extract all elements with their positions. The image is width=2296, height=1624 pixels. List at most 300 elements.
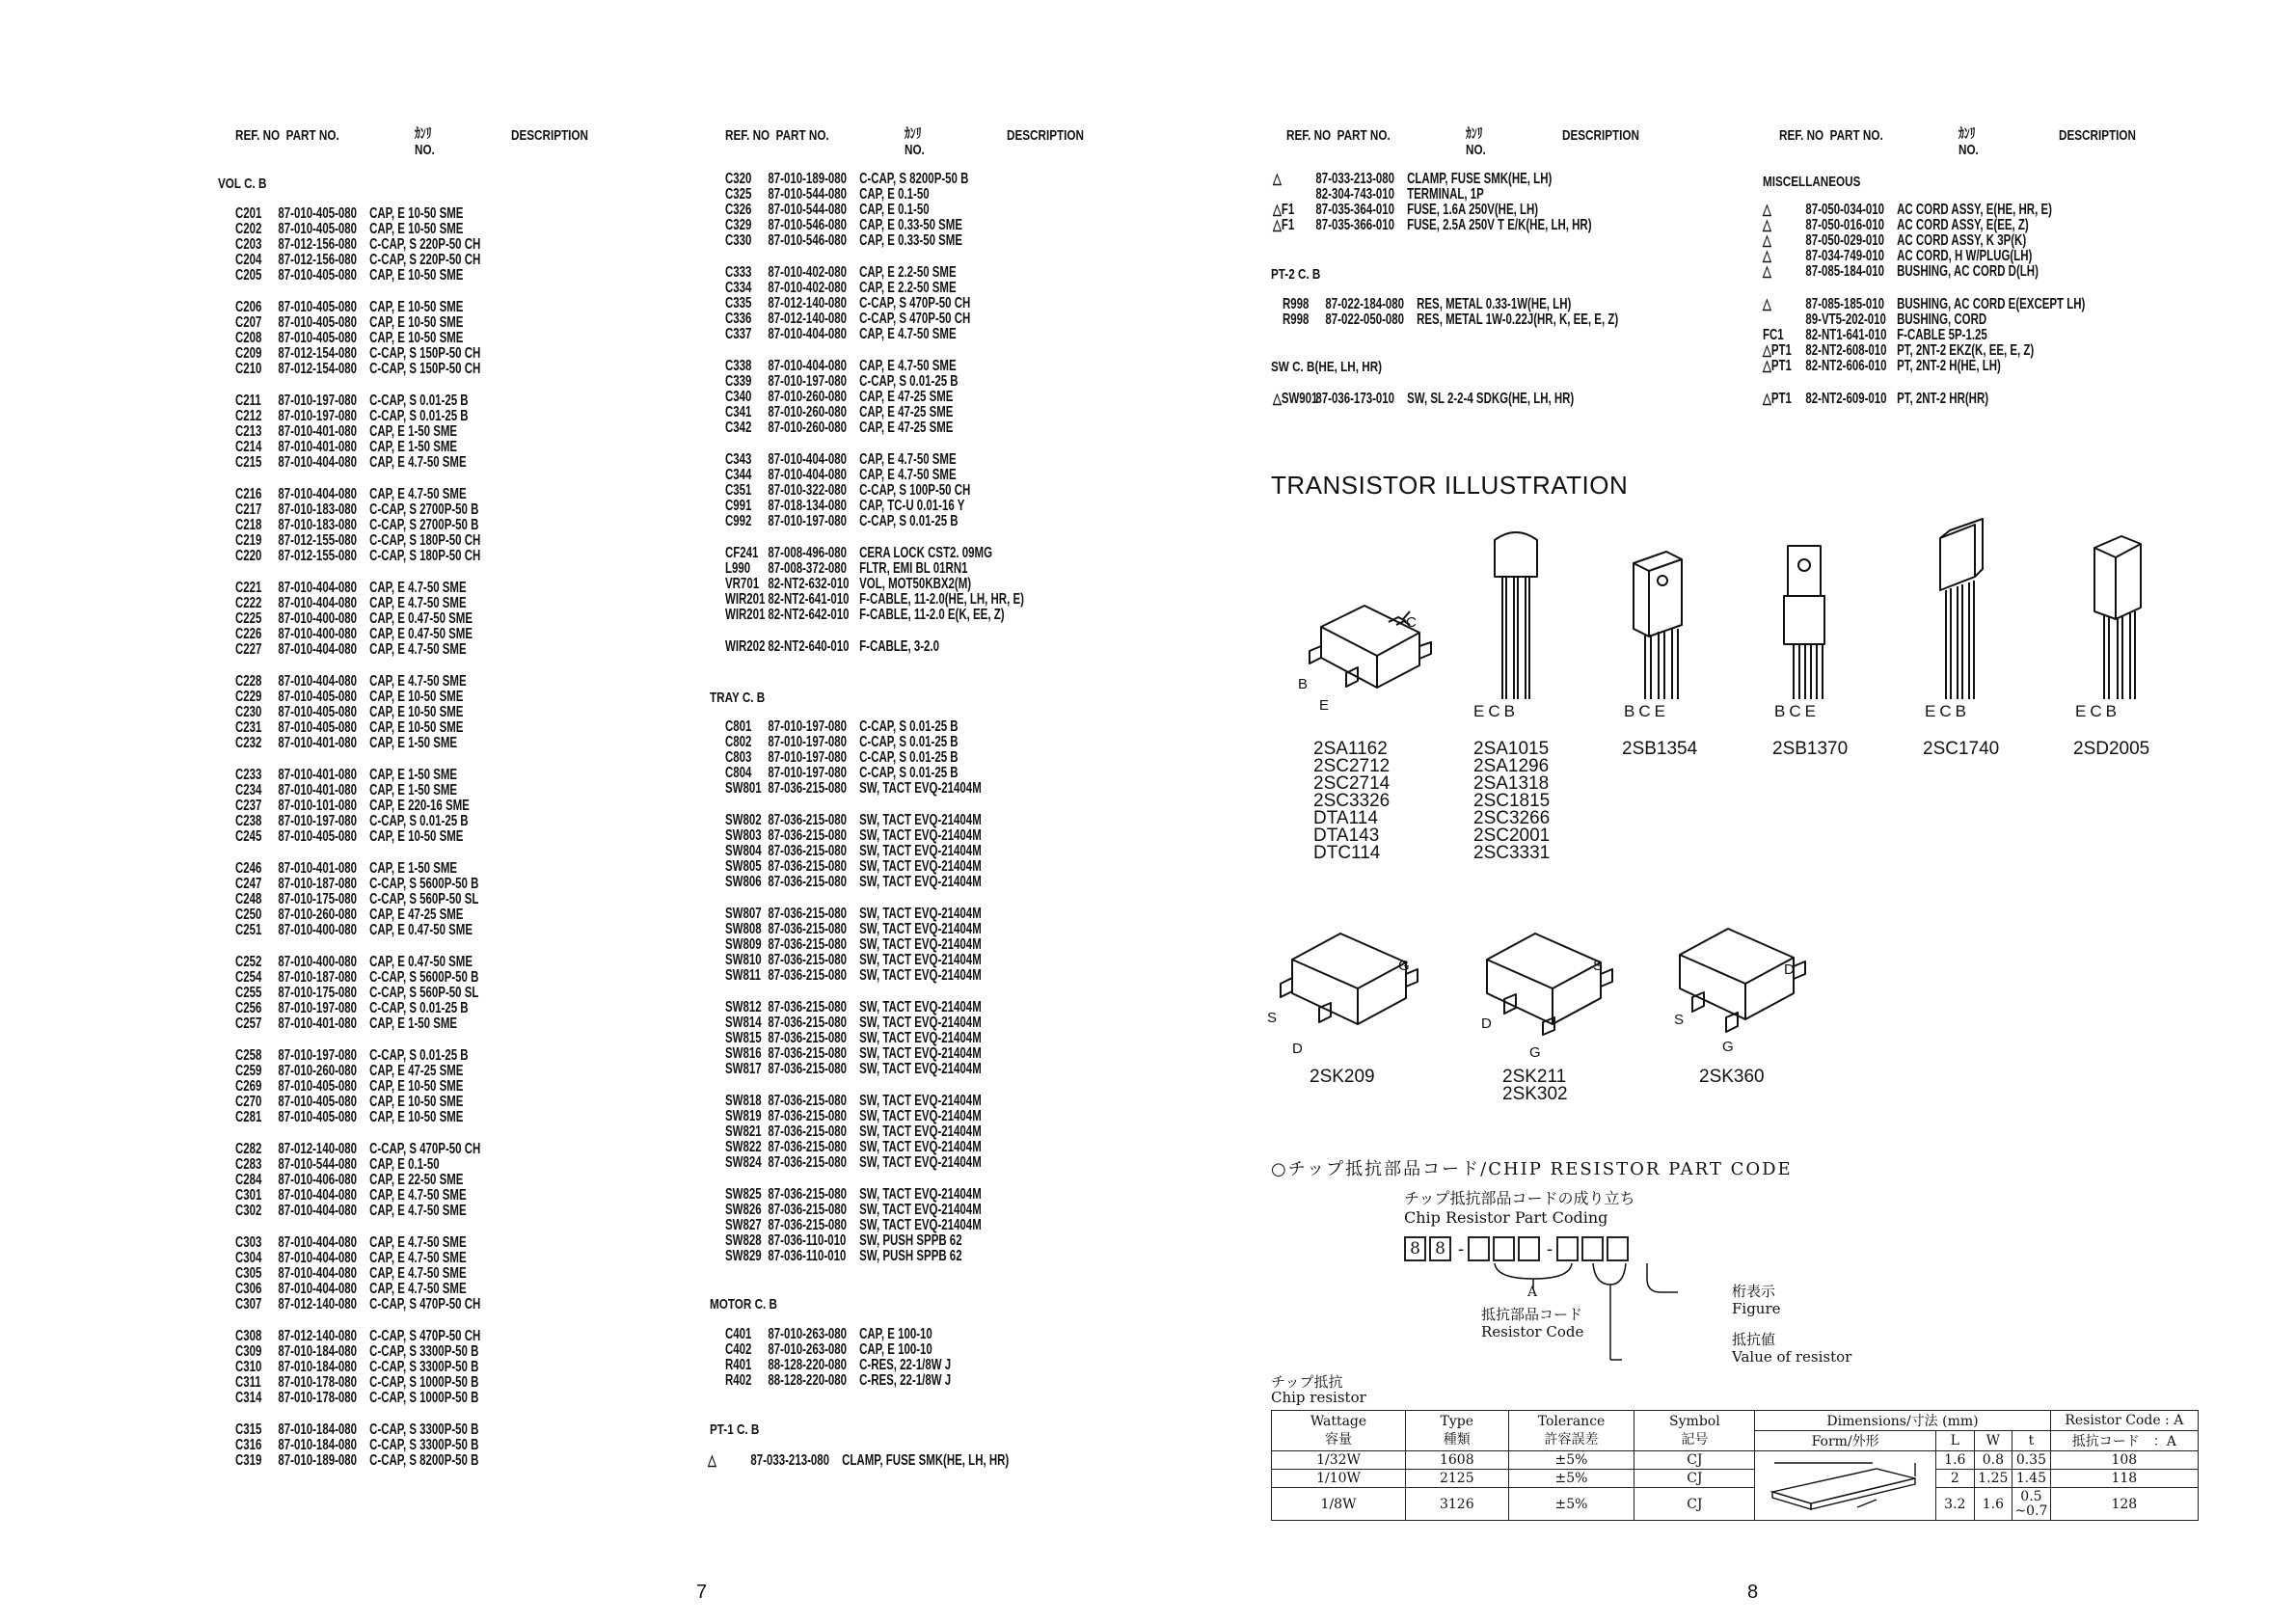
list-item	[725, 859, 982, 875]
section-misc: MISCELLANEOUS	[1763, 174, 1861, 190]
description: C-CAP, S 470P-50 CH	[369, 1296, 481, 1313]
list-item	[725, 514, 1024, 529]
ref-no: C305	[235, 1265, 262, 1282]
ref-no: C234	[235, 782, 262, 798]
th-type: Type	[1440, 1413, 1474, 1429]
part-no: 87-036-215-080	[768, 1123, 848, 1140]
description: SW, TACT EVQ-21404M	[859, 906, 982, 922]
part-no: 87-085-185-010	[1805, 296, 1885, 312]
ref-no: SW810	[725, 952, 762, 968]
parts-list-tray-cb	[725, 719, 982, 1264]
ref-no: C204	[235, 252, 262, 268]
list-item	[235, 1329, 480, 1344]
description: CAP, E 4.7-50 SME	[859, 467, 957, 483]
part-no: 82-NT2-608-010	[1805, 342, 1887, 359]
part-no: 89-VT5-202-010	[1805, 311, 1886, 328]
description: CAP, E 47-25 SME	[369, 907, 464, 923]
description: SW, TACT EVQ-21404M	[859, 1093, 982, 1109]
list-item	[725, 937, 982, 953]
list-item	[235, 549, 480, 564]
part-no: 88-128-220-080	[768, 1372, 848, 1389]
list-item	[725, 968, 982, 984]
ref-no: C245	[235, 828, 262, 845]
part-no: 87-010-184-080	[278, 1343, 358, 1360]
part-no: 87-036-215-080	[768, 967, 848, 984]
part-no: 87-036-215-080	[768, 858, 848, 875]
list-item	[235, 206, 480, 222]
section-motor-cb: MOTOR C. B	[710, 1296, 777, 1313]
part-no: 87-050-016-010	[1805, 217, 1885, 233]
part-no: 87-010-405-080	[278, 267, 358, 284]
ref-no: SW807	[725, 906, 762, 922]
ref-no: SW814	[725, 1015, 762, 1031]
fet-label-2sk211: 2SK211 2SK302	[1502, 1067, 1568, 1104]
part-no: 87-010-263-080	[768, 1326, 848, 1342]
description: C-CAP, S 2700P-50 B	[369, 517, 479, 533]
list-item	[725, 1358, 951, 1373]
list-item	[725, 561, 1024, 577]
description: C-CAP, S 0.01-25 B	[859, 765, 959, 781]
list-item	[235, 861, 480, 877]
description: AC CORD ASSY, E(HE, HR, E)	[1897, 202, 2052, 218]
transistor-group-2sc1740	[1923, 741, 1999, 758]
part-no: 87-010-544-080	[768, 202, 848, 218]
ref-no: C301	[235, 1187, 262, 1204]
ref-no: C308	[235, 1328, 262, 1344]
cell-type: 1608	[1406, 1451, 1509, 1470]
part-no: 87-010-401-080	[278, 767, 358, 783]
part-no: 87-022-184-080	[1325, 296, 1405, 312]
header-part: PART NO.	[285, 127, 339, 144]
ref-no: C992	[725, 513, 752, 529]
code-blank-box	[1581, 1236, 1604, 1261]
transistor-part-name: 2SB1354	[1622, 739, 1698, 759]
list-item	[235, 424, 480, 440]
part-no: 87-010-322-080	[768, 482, 848, 499]
fet2-g-label: G	[1529, 1044, 1541, 1061]
list-item	[235, 1282, 480, 1297]
part-no: 87-010-183-080	[278, 517, 358, 533]
cell-wattage: 1/32W	[1272, 1451, 1406, 1470]
part-no: 87-010-178-080	[278, 1374, 358, 1391]
description: C-CAP, S 470P-50 CH	[369, 1328, 481, 1344]
part-no: 87-010-404-080	[768, 326, 848, 342]
pins-to92: ECB	[1473, 702, 1519, 720]
label-a: A	[1527, 1285, 1538, 1300]
description: SW, TACT EVQ-21404M	[859, 1015, 982, 1031]
ref-no: C306	[235, 1281, 262, 1297]
th-tolerance: Tolerance	[1537, 1413, 1606, 1429]
ref-no: C210	[235, 361, 262, 377]
chip-coding-jp: チップ抵抗部品コードの成り立ち	[1404, 1189, 1635, 1207]
fet-label-2sk209: 2SK209	[1310, 1067, 1375, 1087]
list-item	[725, 187, 1024, 203]
list-item	[235, 798, 480, 814]
description: C-CAP, S 0.01-25 B	[859, 373, 959, 390]
description: CAP, E 10-50 SME	[369, 299, 464, 315]
part-no: 82-NT2-632-010	[768, 576, 850, 592]
list-item	[235, 1344, 480, 1360]
part-no: 87-010-404-080	[768, 358, 848, 374]
header-part: PART NO.	[1829, 127, 1883, 144]
description: SW, TACT EVQ-21404M	[859, 780, 982, 797]
ref-no: C269	[235, 1078, 262, 1095]
ref-no: SW817	[725, 1061, 762, 1077]
description: F-CABLE, 11-2.0(HE, LH, HR, E)	[859, 591, 1024, 608]
part-no: 87-010-405-080	[278, 299, 358, 315]
list-item	[235, 268, 480, 284]
ref-no: C207	[235, 314, 262, 331]
ref-no: SW815	[725, 1030, 762, 1046]
list-item	[235, 1360, 480, 1375]
to220-transistor-icon	[1784, 546, 1824, 699]
transistor-group-to92	[1473, 741, 1550, 862]
part-no: 87-010-197-080	[278, 1000, 358, 1016]
part-no: 82-304-743-010	[1315, 186, 1395, 203]
part-no: 87-012-156-080	[278, 252, 358, 268]
chip-resistor-jp: チップ抵抗	[1271, 1373, 1343, 1391]
part-no: 87-036-215-080	[768, 1139, 848, 1155]
part-no: 87-012-140-080	[278, 1296, 358, 1313]
list-item	[235, 393, 480, 409]
chip-coding-en: Chip Resistor Part Coding	[1404, 1208, 1608, 1227]
code-blank-box	[1468, 1236, 1490, 1261]
th-form: Form/外形	[1755, 1431, 1936, 1451]
part-no: 87-010-197-080	[278, 813, 358, 829]
list-item	[708, 1453, 1009, 1469]
description: PT, 2NT-2 H(HE, LH)	[1897, 358, 2001, 374]
ref-no: C319	[235, 1452, 262, 1469]
part-no: 87-036-215-080	[768, 1217, 848, 1233]
description: CAP, E 1-50 SME	[369, 735, 458, 751]
ref-no: △	[1763, 248, 1771, 264]
th-symbol-jp: 記号	[1681, 1431, 1709, 1448]
list-item	[725, 359, 1024, 374]
ref-no: △	[1763, 232, 1771, 249]
part-no: 87-010-260-080	[768, 404, 848, 420]
ref-no: C254	[235, 969, 262, 986]
table-row	[1272, 1451, 2199, 1470]
ref-no: C991	[725, 498, 752, 514]
cell-code: 108	[2050, 1451, 2198, 1470]
pins-to92l: ECB	[1925, 702, 1970, 720]
ref-no: C801	[725, 718, 752, 735]
code-blank-box	[1607, 1236, 1629, 1261]
code-blank-box	[1556, 1236, 1579, 1261]
ref-no: C219	[235, 532, 262, 549]
description: C-CAP, S 0.01-25 B	[369, 813, 469, 829]
description: BUSHING, AC CORD D(LH)	[1897, 263, 2039, 280]
description: SW, TACT EVQ-21404M	[859, 999, 982, 1015]
description: CAP, E 4.7-50 SME	[369, 580, 467, 596]
transistor-part-name: 2SC2001	[1473, 826, 1551, 846]
ref-no: SW809	[725, 936, 762, 953]
part-no: 87-036-215-080	[768, 1093, 848, 1109]
resistor-code-jp: 抵抗部品コード	[1481, 1306, 1583, 1323]
part-no: 87-012-140-080	[278, 1141, 358, 1157]
ref-no: R401	[725, 1357, 752, 1373]
description: C-RES, 22-1/8W J	[859, 1357, 952, 1373]
ref-no: SW825	[725, 1186, 762, 1203]
description: C-CAP, S 150P-50 CH	[369, 345, 481, 362]
ref-no: C281	[235, 1109, 262, 1125]
ref-no: C203	[235, 236, 262, 253]
table-row	[1272, 1488, 2199, 1521]
ref-no: C804	[725, 765, 752, 781]
list-item	[235, 1266, 480, 1282]
transistor-part-name: 2SA1162	[1313, 739, 1388, 759]
ref-no: SW805	[725, 858, 762, 875]
ref-no: SW802	[725, 812, 762, 828]
list-item	[725, 828, 982, 844]
part-no: 87-010-197-080	[278, 1047, 358, 1064]
ref-no: SW816	[725, 1045, 762, 1062]
transistor-part-name: 2SD2005	[2073, 739, 2150, 759]
description: SW, TACT EVQ-21404M	[859, 843, 982, 859]
part-no: 82-NT2-642-010	[768, 607, 850, 623]
description: CAP, E 10-50 SME	[369, 330, 464, 346]
col4-desc-header: DESCRIPTION	[2059, 127, 2136, 144]
transistor-part-name: 2SC3266	[1473, 808, 1551, 828]
cell-code: 128	[2050, 1488, 2198, 1521]
cell-tolerance: ±5%	[1508, 1470, 1634, 1488]
description: CAP, E 47-25 SME	[859, 389, 954, 405]
part-no: 87-018-134-080	[768, 498, 848, 514]
ref-no: SW819	[725, 1108, 762, 1124]
list-item	[235, 1173, 480, 1188]
pin-e-label: E	[1319, 697, 1330, 714]
cell-form-drawing	[1755, 1451, 1936, 1521]
description: SW, TACT EVQ-21404M	[859, 936, 982, 953]
list-item	[1763, 203, 2052, 218]
list-item	[235, 1079, 480, 1095]
description: SW, TACT EVQ-21404M	[859, 1217, 982, 1233]
value-jp: 抵抗値	[1732, 1331, 1776, 1348]
pins-to220: BCE	[1774, 702, 1820, 720]
description: CAP, E 0.33-50 SME	[859, 217, 963, 233]
fet1-g-label: G	[1398, 958, 1410, 974]
ref-no: △F1	[1273, 217, 1295, 233]
ref-no: SW821	[725, 1123, 762, 1140]
to126-transistor-icon	[1634, 552, 1682, 699]
list-item	[235, 533, 480, 549]
list-item	[235, 1110, 480, 1125]
description: C-CAP, S 470P-50 CH	[369, 1141, 481, 1157]
ref-no: C246	[235, 860, 262, 877]
ref-no: C326	[725, 202, 752, 218]
list-item	[1763, 218, 2052, 233]
header-kanri-no: NO.	[1958, 142, 1979, 158]
col1-kanri	[415, 125, 435, 158]
part-no: 87-010-197-080	[278, 392, 358, 409]
part-no: 87-036-215-080	[768, 827, 848, 844]
part-no: 87-010-404-080	[278, 1187, 358, 1204]
list-item	[235, 315, 480, 331]
part-no: 87-033-213-080	[1315, 171, 1395, 187]
th-resistor-code-jp: 抵抗コード ：A	[2050, 1431, 2198, 1451]
ref-no: SW812	[725, 999, 762, 1015]
part-no: 87-010-187-080	[278, 876, 358, 892]
col2-header	[725, 127, 829, 144]
part-no: 87-010-404-080	[768, 451, 848, 468]
parts-list-pt1-cb	[708, 1453, 1009, 1469]
list-item	[725, 265, 1024, 281]
fet-smd-icon-3	[1680, 929, 1805, 1032]
fet2-d-label: D	[1481, 1015, 1492, 1032]
ref-no: △	[1763, 263, 1771, 280]
chip-resistor-title: ○チップ抵抗部品コード/CHIP RESISTOR PART CODE	[1271, 1159, 1793, 1179]
parts-list-misc-a	[1763, 203, 2052, 280]
part-no: 87-010-401-080	[278, 423, 358, 440]
th-w: W	[1974, 1431, 2012, 1451]
part-no: 87-010-404-080	[278, 580, 358, 596]
ref-no: SW828	[725, 1232, 762, 1249]
fet3-g-label: G	[1722, 1039, 1734, 1055]
section-pt1-cb: PT-1 C. B	[710, 1421, 760, 1438]
description: AC CORD ASSY, K 3P(K)	[1897, 232, 2027, 249]
ref-no: C304	[235, 1250, 262, 1266]
part-no: 87-010-401-080	[278, 782, 358, 798]
ref-no: C229	[235, 689, 262, 705]
ref-no: C226	[235, 626, 262, 642]
cell-tolerance: ±5%	[1508, 1451, 1634, 1470]
header-part: PART NO.	[775, 127, 829, 144]
part-no: 87-010-401-080	[278, 439, 358, 455]
col3-desc-header: DESCRIPTION	[1562, 127, 1639, 144]
ref-no: C270	[235, 1094, 262, 1110]
transistor-group-2sb1370	[1772, 741, 1848, 758]
ref-no: SW806	[725, 874, 762, 890]
th-l: L	[1936, 1431, 1975, 1451]
description: CAP, E 1-50 SME	[369, 860, 458, 877]
ref-no: SW811	[725, 967, 761, 984]
ref-no: △F1	[1273, 202, 1295, 218]
description: CAP, E 10-50 SME	[369, 1078, 464, 1095]
ref-no: C259	[235, 1063, 262, 1079]
list-item	[1273, 218, 1592, 233]
list-item	[725, 577, 1024, 592]
ref-no: C401	[725, 1326, 752, 1342]
transistor-group-2sb1354	[1622, 741, 1697, 758]
part-no: 87-010-405-080	[278, 704, 358, 720]
list-item	[725, 1203, 982, 1218]
ref-no: R998	[1283, 311, 1310, 328]
part-no: 87-022-050-080	[1325, 311, 1405, 328]
header-ref: REF. NO	[235, 127, 281, 144]
th-wattage-jp: 容量	[1325, 1431, 1352, 1448]
cell-code: 118	[2050, 1470, 2198, 1488]
dash: -	[1544, 1238, 1555, 1259]
description: CAP, E 4.7-50 SME	[369, 454, 467, 471]
list-item	[725, 1155, 982, 1171]
list-item	[235, 955, 480, 970]
transistor-title: TRANSISTOR ILLUSTRATION	[1271, 471, 1629, 500]
description: SW, TACT EVQ-21404M	[859, 1202, 982, 1218]
description: CAP, E 4.7-50 SME	[859, 326, 957, 342]
header-kanri: ｶﾝﾘ	[905, 125, 922, 142]
part-no: 87-035-364-010	[1315, 202, 1395, 218]
description: F-CABLE, 11-2.0 E(K, EE, Z)	[859, 607, 1005, 623]
ref-no: C237	[235, 798, 262, 814]
description: PT, 2NT-2 EKZ(K, EE, E, Z)	[1897, 342, 2035, 359]
list-item	[1763, 312, 2085, 328]
ref-no: C335	[725, 295, 752, 311]
description: CAP, E 4.7-50 SME	[369, 673, 467, 690]
list-item	[725, 1327, 951, 1342]
description: CAP, E 4.7-50 SME	[369, 1250, 467, 1266]
description: SW, TACT EVQ-21404M	[859, 1045, 982, 1062]
list-item	[725, 750, 982, 766]
to92l-transistor-icon	[1940, 519, 1983, 699]
transistor-part-name: 2SA1015	[1473, 739, 1550, 759]
part-no: 87-050-034-010	[1805, 202, 1885, 218]
list-item	[725, 875, 982, 890]
part-no: 87-010-404-080	[278, 1234, 358, 1251]
transistor-part-name: 2SA1318	[1473, 773, 1550, 794]
col4-header	[1779, 127, 1883, 144]
part-no: 87-010-405-080	[278, 1094, 358, 1110]
list-item	[725, 1373, 951, 1389]
code-digit-box: 8	[1429, 1236, 1451, 1261]
list-item	[235, 627, 480, 642]
ref-no: C211	[235, 392, 261, 409]
transistor-drawings	[1263, 501, 2296, 1119]
part-no: 87-036-215-080	[768, 1030, 848, 1046]
description: CAP, E 47-25 SME	[369, 1063, 464, 1079]
transistor-part-name: DTC114	[1313, 843, 1381, 863]
list-item	[725, 1218, 982, 1233]
part-no: 87-036-215-080	[768, 906, 848, 922]
ref-no: C316	[235, 1437, 262, 1453]
description: AC CORD ASSY, E(EE, Z)	[1897, 217, 2029, 233]
ref-no: C311	[235, 1374, 261, 1391]
list-item	[1763, 297, 2085, 312]
list-item	[235, 923, 480, 938]
part-no: 87-036-215-080	[768, 843, 848, 859]
description: TERMINAL, 1P	[1407, 186, 1484, 203]
part-no: 82-NT2-641-010	[768, 591, 850, 608]
list-item	[235, 690, 480, 705]
list-item	[235, 1297, 480, 1313]
col2-desc-header: DESCRIPTION	[1007, 127, 1084, 144]
list-item	[1283, 297, 1618, 312]
description: CAP, E 4.7-50 SME	[369, 1234, 467, 1251]
col3-header	[1286, 127, 1391, 144]
list-item	[235, 1048, 480, 1064]
description: CAP, E 47-25 SME	[859, 420, 954, 436]
description: CAP, E 4.7-50 SME	[369, 1203, 467, 1219]
description: SW, TACT EVQ-21404M	[859, 921, 982, 937]
part-no: 87-010-405-080	[278, 828, 358, 845]
ref-no: △	[1763, 217, 1771, 233]
ref-no: △	[1763, 296, 1771, 312]
description: C-CAP, S 180P-50 CH	[369, 532, 481, 549]
part-no: 87-010-260-080	[278, 907, 358, 923]
list-item	[235, 611, 480, 627]
list-item	[1273, 187, 1592, 203]
description: CAP, E 1-50 SME	[369, 1015, 458, 1032]
description: CAP, E 220-16 SME	[369, 798, 470, 814]
th-resistor-code: Resistor Code : A	[2050, 1411, 2198, 1431]
list-item	[235, 331, 480, 346]
part-no: 87-010-197-080	[768, 513, 848, 529]
section-tray-cb: TRAY C. B	[710, 690, 766, 706]
description: CLAMP, FUSE SMK(HE, LH, HR)	[842, 1452, 1010, 1469]
fet3-s-label: S	[1674, 1012, 1685, 1028]
header-kanri-no: NO.	[905, 142, 925, 158]
part-no: 87-010-189-080	[768, 171, 848, 187]
part-no: 87-012-140-080	[278, 1328, 358, 1344]
